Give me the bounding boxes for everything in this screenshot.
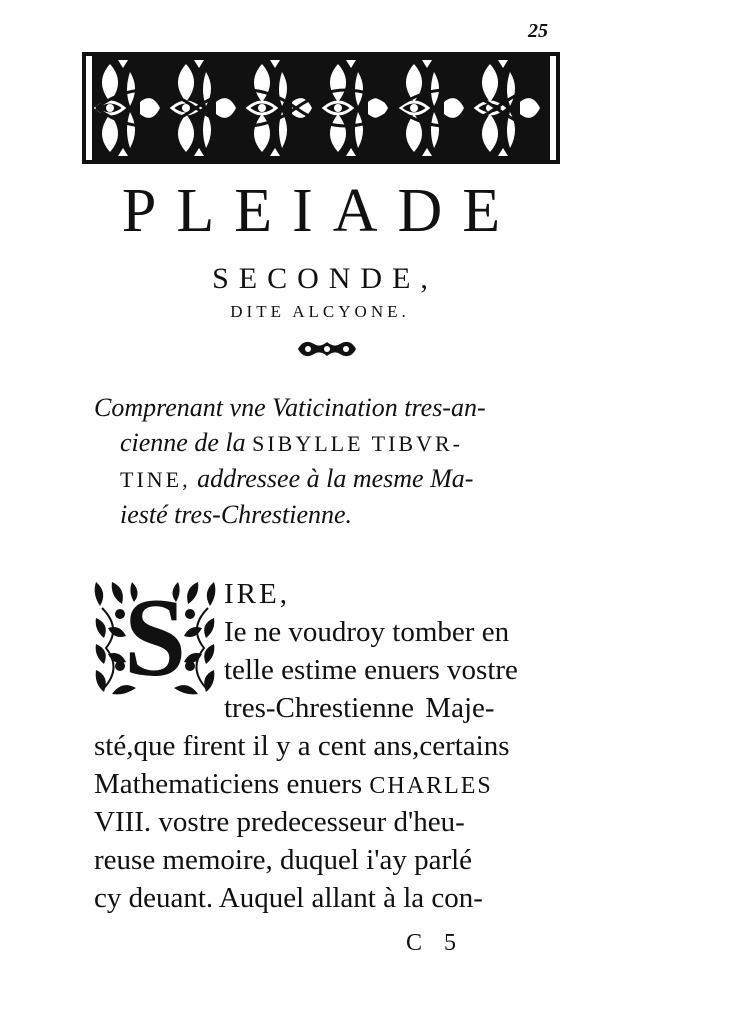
chapter-summary <box>94 390 569 532</box>
name-sibylle: SIBYLLE TIBVR- <box>252 431 463 456</box>
ornamental-headpiece <box>82 52 560 164</box>
subtitle: SECONDE, <box>212 262 438 295</box>
drop-initial <box>92 578 218 698</box>
name-charles: CHARLES <box>369 773 493 799</box>
name-tiburtine: TINE, <box>120 467 191 492</box>
summary-line-2: cienne de la SIBYLLE TIBVR- <box>120 428 463 457</box>
drop-initial-letter: S <box>123 576 187 700</box>
body-line-4: tres-Chrestienne Maje- <box>224 692 495 724</box>
summary-line-3: TINE, addressee à la mesme Ma- <box>120 464 474 493</box>
page-title: PLEIADE <box>121 177 521 245</box>
body-line-1: IRE, <box>224 578 290 610</box>
body-line-8: reuse memoire, duquel i'ay parlé <box>94 844 473 876</box>
summary-line-1: Comprenant vne Vaticination tres-an- <box>94 393 486 422</box>
fleuron-ornament-icon <box>294 336 360 362</box>
signature-mark: C 5 <box>406 930 465 956</box>
page-number: 25 <box>528 20 548 42</box>
body-line-3: telle estime enuers vostre <box>224 654 518 686</box>
body-line-5: sté,que firent il y a cent ans,certains <box>94 730 510 762</box>
subsubtitle: DITE ALCYONE. <box>230 302 410 321</box>
summary-line-4: iesté tres-Chrestienne. <box>120 500 353 529</box>
body-line-9: cy deuant. Auquel allant à la con- <box>94 882 483 914</box>
body-line-6: Mathematiciens enuers CHARLES <box>94 768 493 800</box>
body-line-7: VIII. vostre predecesseur d'heu- <box>94 806 465 838</box>
body-line-2: Ie ne voudroy tomber en <box>224 616 510 648</box>
